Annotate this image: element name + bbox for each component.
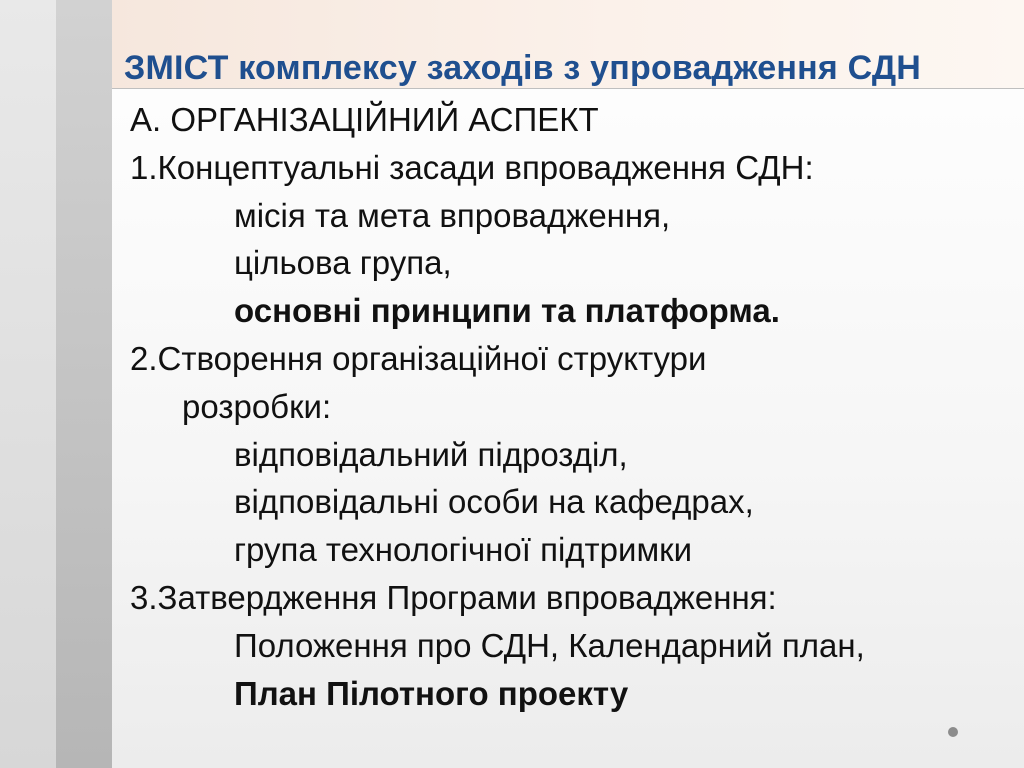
sub-item-responsible-persons: відповідальні особи на кафедрах, xyxy=(234,483,754,521)
list-item-2: 2.Створення організаційної структури xyxy=(130,339,707,377)
sub-item-principles: основні принципи та платформа. xyxy=(234,292,780,330)
sub-item-regulations: Положення про СДН, Календарний план, xyxy=(234,626,865,664)
list-item-1: 1.Концептуальні засади впровадження СДН: xyxy=(130,148,814,186)
sub-item-tech-support: група технологічної підтримки xyxy=(234,531,693,569)
sub-item-department: відповідальний підрозділ, xyxy=(234,435,628,473)
decor-dot xyxy=(948,727,958,737)
sub-item-mission: місія та мета впровадження, xyxy=(234,196,671,234)
header-divider xyxy=(112,88,1024,89)
section-heading-organizational: А. ОРГАНІЗАЦІЙНИЙ АСПЕКТ xyxy=(130,101,599,138)
list-item-2-continuation: розробки: xyxy=(182,387,332,425)
slide-title: ЗМІСТ комплексу заходів з упровадження СДН xyxy=(124,49,922,87)
list-item-3: 3.Затвердження Програми впровадження: xyxy=(130,578,777,616)
left-decor-band xyxy=(0,0,56,768)
sub-item-pilot-plan: План Пілотного проекту xyxy=(234,674,629,712)
sub-item-target-group: цільова група, xyxy=(234,244,452,282)
left-decor-band-dark xyxy=(56,0,112,768)
slide-content xyxy=(130,96,1010,717)
